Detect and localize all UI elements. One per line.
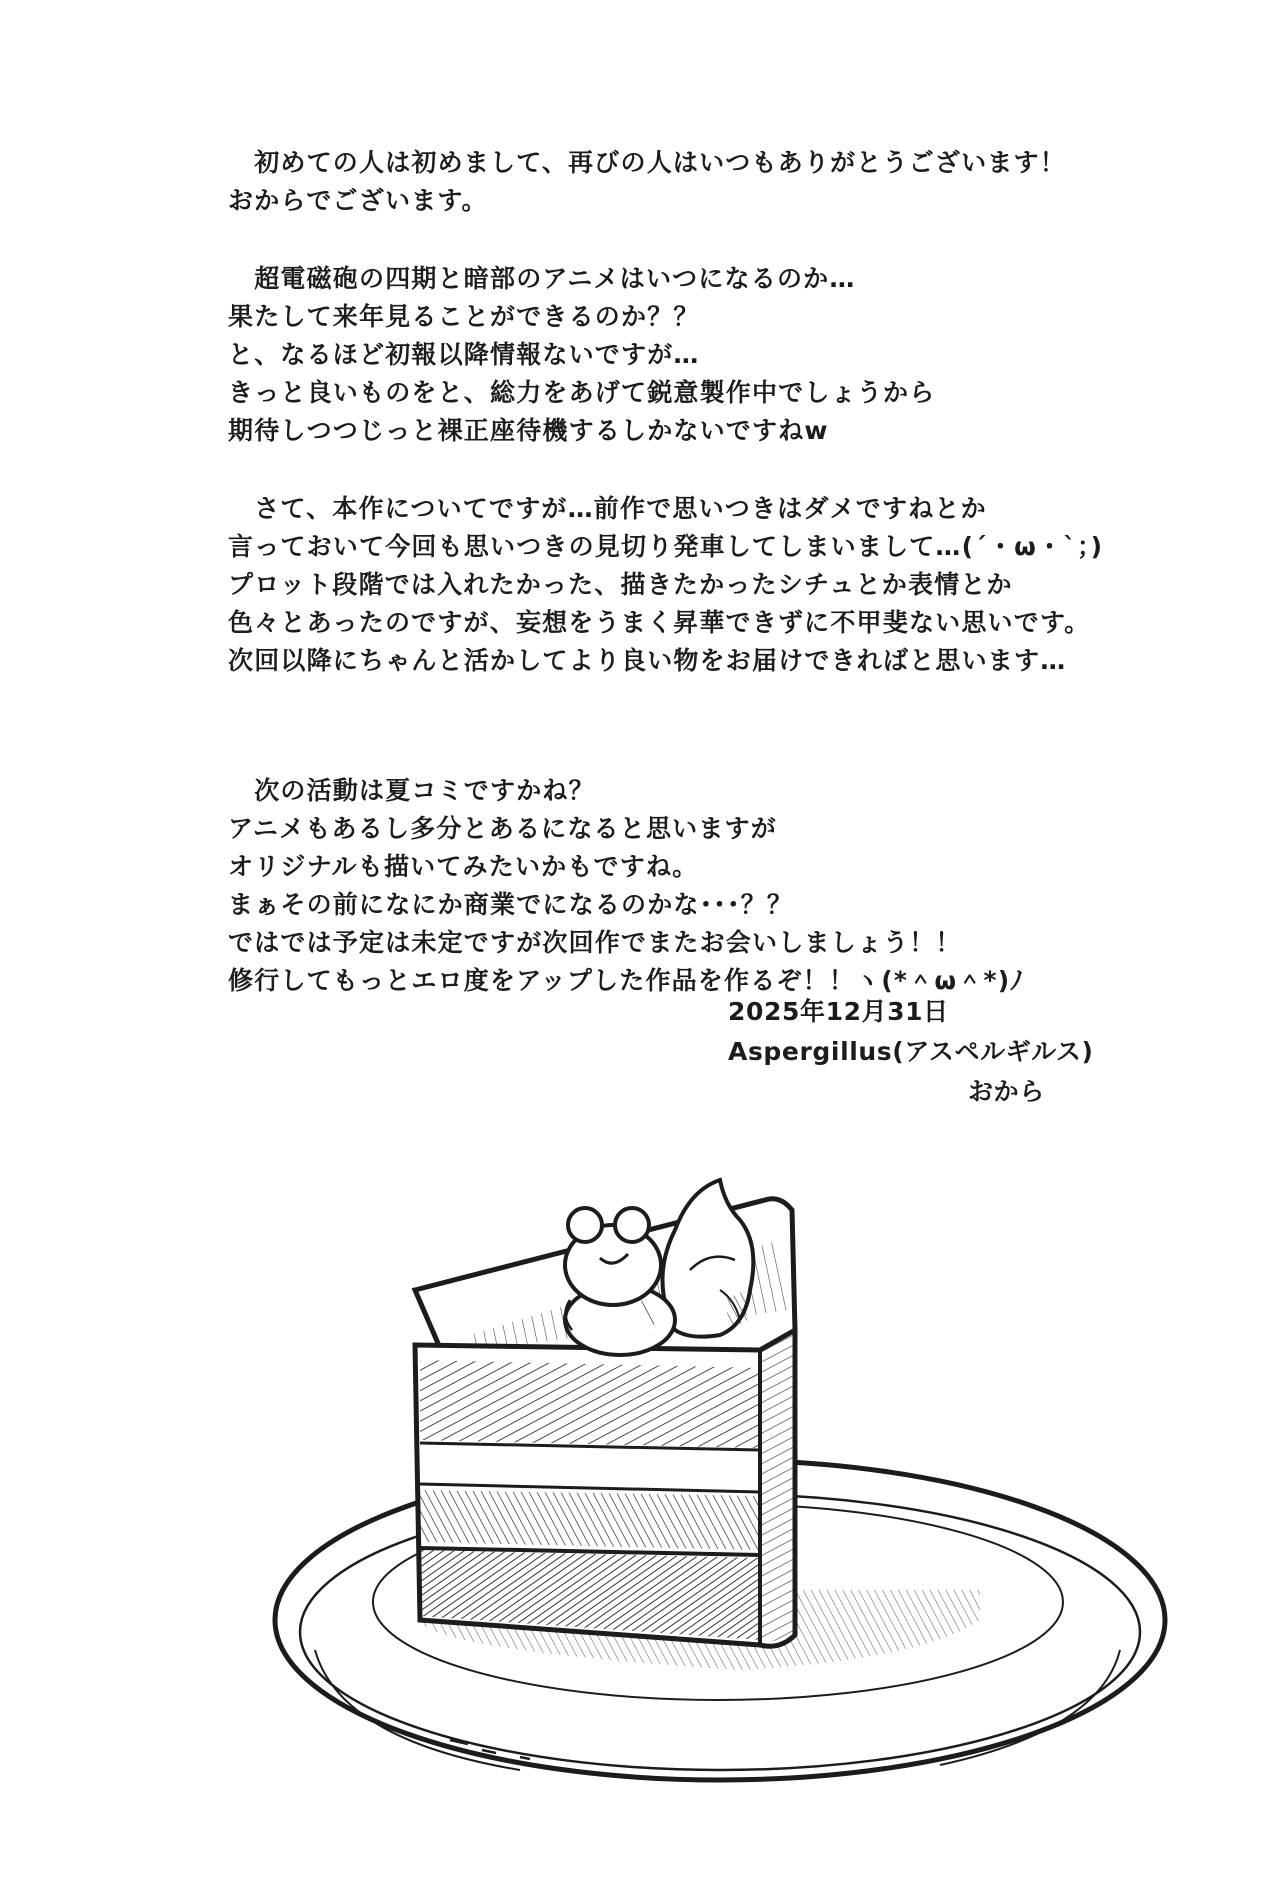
text-line: 果たして来年見ることができるのか？？ (228, 302, 700, 331)
text-line: 次の活動は夏コミですかね？ (228, 776, 595, 805)
paragraph-greeting (228, 144, 1188, 220)
cake-illustration (220, 1150, 1180, 1870)
signature-date: 2025年12月31日 (728, 997, 949, 1026)
text-line: 次回以降にちゃんと活かしてより良い物をお届けできればと思います… (228, 646, 1067, 675)
text-line: おからでございます。 (228, 186, 488, 215)
text-line: 色々とあったのですが、妄想をうまく昇華できずに不甲斐ない思いです。 (228, 608, 1091, 637)
text-line: 期待しつつじっと裸正座待機するしかないですねw (228, 416, 829, 445)
text-line: と、なるほど初報以降情報ないですが… (228, 340, 700, 369)
text-line: アニメもあるし多分とあるになると思いますが (228, 814, 777, 843)
paragraph-anime (228, 260, 1188, 450)
afterword-text (228, 144, 1188, 1040)
signature-author: おから (968, 1077, 1045, 1106)
text-line: オリジナルも描いてみたいかもですね。 (228, 852, 699, 881)
text-line: 初めての人は初めまして、再びの人はいつもありがとうございます！ (228, 148, 1066, 177)
paragraph-this-work (228, 490, 1188, 680)
text-line: ではでは予定は未定ですが次回作でまたお会いしましょう！！ (228, 928, 962, 957)
text-line: きっと良いものをと、総力をあげて鋭意製作中でしょうから (228, 378, 936, 407)
meringue-topping (663, 1180, 754, 1337)
paragraph-next-activity (228, 772, 1188, 1000)
text-line: 修行してもっとエロ度をアップした作品を作るぞ！！ヽ(*＾ω＾*)ﾉ (228, 966, 1025, 995)
text-line: まぁその前になにか商業でになるのかな･･･？？ (228, 890, 794, 919)
text-line: 超電磁砲の四期と暗部のアニメはいつになるのか… (228, 264, 856, 293)
text-line: 言っておいて今回も思いつきの見切り発車してしまいまして…(´・ω・`；) (228, 532, 1104, 561)
text-line: プロット段階では入れたかった、描きたかったシチュとか表情とか (228, 570, 1013, 599)
signature-circle-name: Aspergillus(アスペルギルス) (728, 1037, 1094, 1066)
text-line: さて、本作についてですが…前作で思いつきはダメですねとか (228, 494, 987, 523)
signature-block (728, 992, 1148, 1112)
